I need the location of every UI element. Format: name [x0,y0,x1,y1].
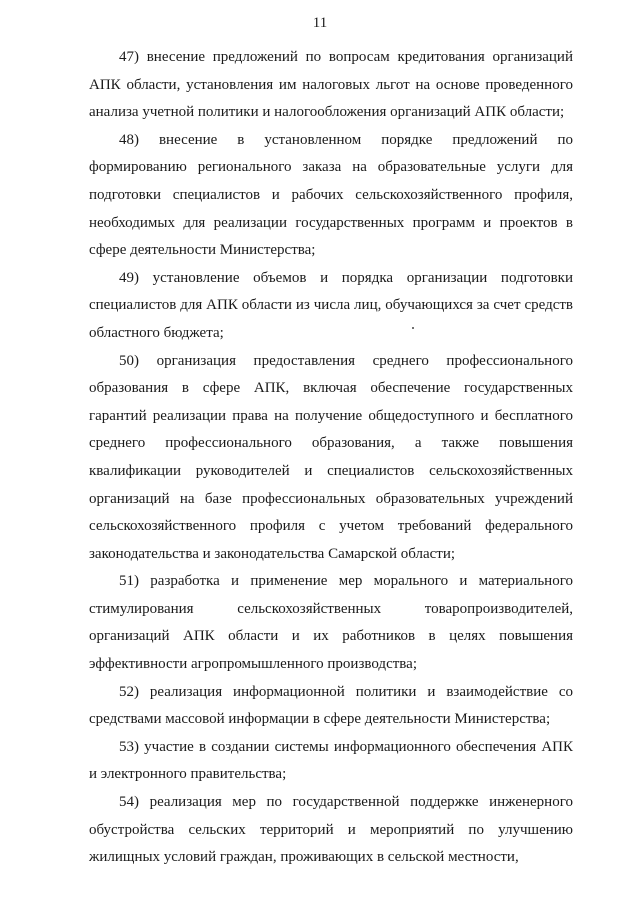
page-number: 11 [312,15,328,31]
paragraph-54: 54) реализация мер по государственной поддержке инженерного обустройства сельских территорий и мероприятий по улучшению жилищных условий граждан, проживающих в сельской местности, [89,794,573,866]
paragraph-52: 52) реализация информационной политики и взаимодействие со средствами массовой информации в сфере деятельности Министерства; [89,683,573,728]
paragraph-51: 51) разработка и применение мер морального и материального стимулирования сельскохозяйственных товаропроизводителей, организаций АПК области и их работников в целях повышения эффективности агропромышленного производства; [89,573,573,673]
paragraph-47: 47) внесение предложений по вопросам кредитования организаций АПК области, установления им налоговых льгот на основе проведенного анализа учетной политики и налогообложения организаций АПК области; [89,49,573,121]
document-body [89,44,573,872]
paragraph-50: 50) организация предоставления среднего профессионального образования в сфере АПК, включая обеспечение государственных гарантий реализации права на получение общедоступного и бесплатного среднего профессионального образования, а также повышения квалификации руководителей и специалистов сельскохозяйственных организаций на базе профессиональных образовательных учреждений сельскохозяйственного профиля с учетом требований федерального законодательства и законодательства Самарской области; [89,352,573,562]
paragraph-53: 53) участие в создании системы информационного обеспечения АПК и электронного правительства; [89,738,573,783]
paragraph-49: 49) установление объемов и порядка организации подготовки специалистов для АПК области из числа лиц, обучающихся за счет средств областного бюджета; [89,269,573,341]
scan-speck [412,327,414,329]
paragraph-48: 48) внесение в установленном порядке предложений по формированию регионального заказа на образовательные услуги для подготовки специалистов и рабочих сельскохозяйственного профиля, необходимых для реализации государственных программ и проектов в сфере деятельности Министерства; [89,131,573,259]
